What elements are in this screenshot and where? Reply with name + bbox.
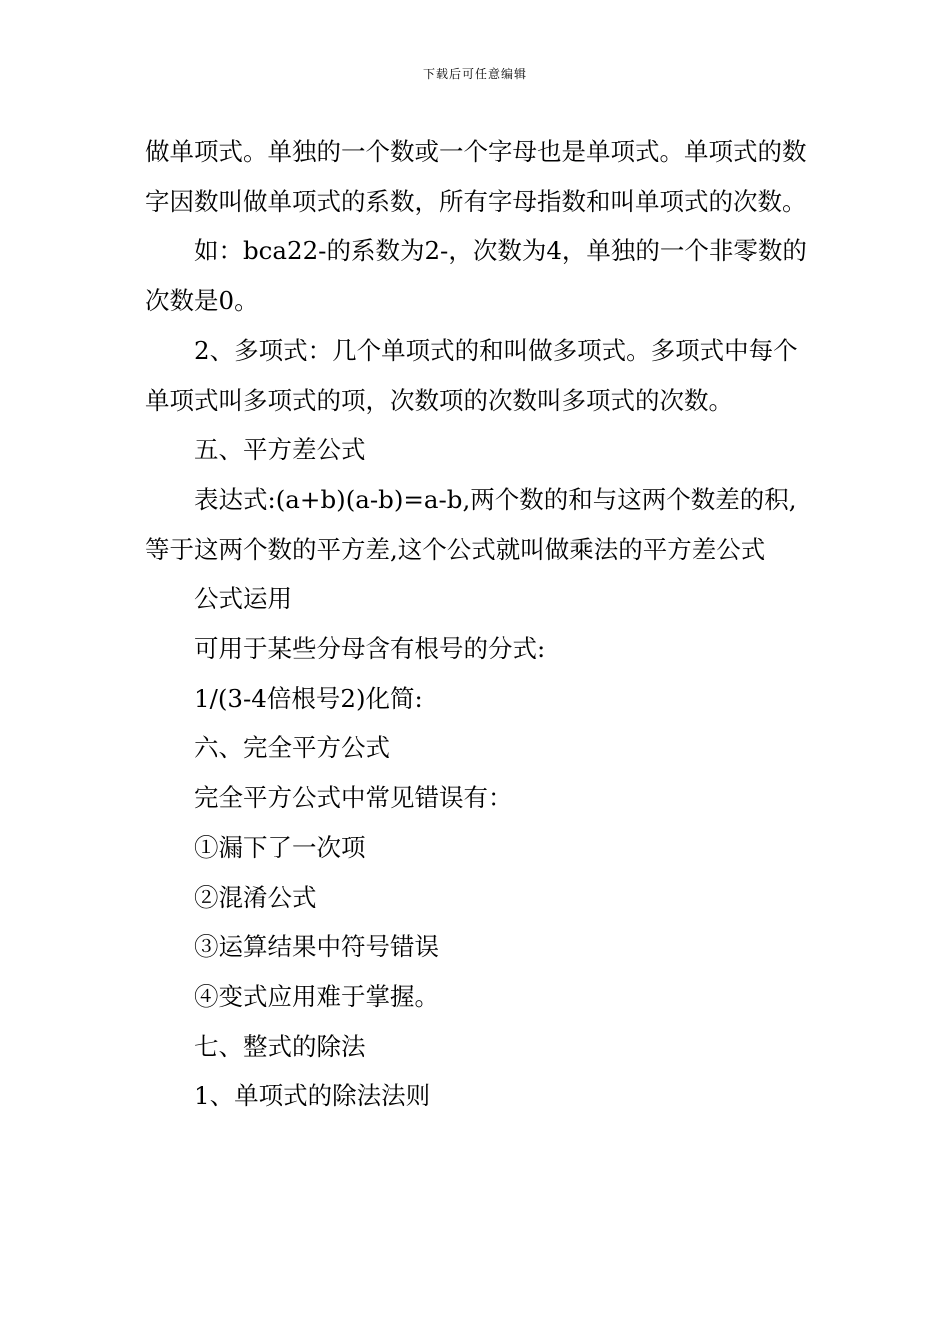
paragraph-monomial-division-rule: 1、单项式的除法法则: [194, 1081, 431, 1111]
document-body: [145, 127, 809, 1121]
list-item-error-1: ①漏下了一次项: [194, 832, 366, 862]
paragraph-radical-fraction: 可用于某些分母含有根号的分式:: [194, 634, 546, 664]
paragraph-example: 如：bca22-的系数为2-，次数为4，单独的一个非零数的次数是0。: [145, 236, 807, 316]
paragraph-monomial-definition: 做单项式。单独的一个数或一个字母也是单项式。单项式的数字因数叫做单项式的系数，所有字母指数和叫单项式的次数。: [145, 137, 807, 216]
heading-perfect-square: 六、完全平方公式: [194, 733, 390, 763]
paragraph-common-errors: 完全平方公式中常见错误有：: [194, 783, 513, 813]
paragraph-expression: 表达式:(a+b)(a-b)=a-b,两个数的和与这两个数差的积,等于这两个数的平方差,这个公式就叫做乘法的平方差公式: [145, 484, 797, 564]
page-header: 下载后可任意编辑: [422, 67, 527, 81]
paragraph-polynomial: 2、多项式：几个单项式的和叫做多项式。多项式中每个单项式叫多项式的项，次数项的次数叫多项式的次数。: [145, 335, 798, 415]
heading-difference-of-squares: 五、平方差公式: [194, 435, 366, 465]
paragraph-simplify: 1/(3-4倍根号2)化简:: [194, 683, 423, 713]
heading-polynomial-division: 七、整式的除法: [194, 1031, 366, 1061]
list-item-error-4: ④变式应用难于掌握。: [194, 981, 439, 1011]
paragraph-formula-usage: 公式运用: [194, 584, 292, 614]
list-item-error-2: ②混淆公式: [194, 882, 317, 912]
list-item-error-3: ③运算结果中符号错误: [194, 932, 439, 962]
